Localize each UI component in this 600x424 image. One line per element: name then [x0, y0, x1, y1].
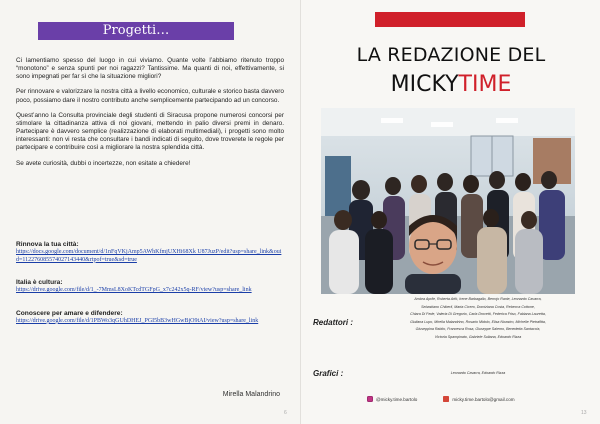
headline-micky: MICKY — [390, 72, 459, 97]
link-italia[interactable]: https://drive.google.com/file/d/1_-7MmsL8XoKTcdTGFpG_x7c242x5q-RF/view?usp=share_link — [16, 287, 252, 294]
contest-links — [16, 240, 284, 339]
page-number: 13 — [581, 410, 587, 416]
article-body — [16, 57, 284, 175]
headline-line-1: LA REDAZIONE DEL — [356, 44, 546, 66]
grafici-names: Leonardo Cavarra, Edoardo Rizza — [450, 371, 506, 375]
contacts-row — [367, 396, 541, 402]
email-contact[interactable] — [443, 396, 514, 402]
redattori-names — [369, 296, 587, 342]
redattori-label: Redattori : — [313, 318, 353, 327]
link-block-italia — [16, 278, 284, 295]
section-title: Progetti… — [38, 22, 234, 40]
link-block-rinnova — [16, 240, 284, 264]
link-label: Rinnova la tua città: — [16, 241, 79, 248]
right-page — [300, 0, 600, 424]
paragraph-3: Quest’anno la Consulta provinciale degli studenti di Siracusa propone numerosi concorsi per stimolare la cittadinanza attiva di noi giovani, mettendo in palio diversi premi in denaro. Partecipare è davvero semplice (realizzazione di elaborati multimediali), i progetti sono molto interessanti: non vi resta che consultare i bandi indicati di seguito, dove troverete le regole per partecipare e contribuire così a migliorare la nostra splendida città. — [16, 111, 284, 152]
paragraph-1: Ci lamentiamo spesso del luogo in cui viviamo. Quante volte l’abbiamo ritenuto troppo “monotono” e senza spunti per noi ragazzi? Tantissime. Ma quanti di noi, effettivamente, si sono impegnati per far sì che la situazione migliori? — [16, 57, 284, 81]
redattori-line: Ambra Aprile, Roberta Arfò, Irene Barbagallo, Berrojo Ranie, Leonardo Cavarra, — [414, 297, 542, 301]
redattori-line: Giuliana Lupo, Mirella Malandrino, Rosario Midolo, Elisa Nicastro, Michelle Pietrafitta, — [410, 319, 546, 324]
link-label: Conoscere per amare e difendere: — [16, 309, 123, 317]
paragraph-4: Se avete curiosità, dubbi o incertezze, non esitate a chiedere! — [16, 159, 191, 167]
grafici-label: Grafici : — [313, 369, 344, 378]
instagram-contact[interactable] — [367, 396, 417, 402]
redattori-line: Sebastiano Chiberli, Marta Cicero, Domiziana Costa, Rebecca Cottone, — [421, 304, 535, 309]
link-label: Italia è cultura: — [16, 279, 63, 287]
instagram-handle: @micky.time.bartolo — [376, 396, 418, 402]
redattori-line: Victoria Spampinato, Gabriele Sultana, Edoardo Rizza — [434, 334, 522, 339]
link-rinnova[interactable]: https://docs.google.com/document/d/1nFqVKjAmp5AWhKfmjUXHi68Xk U87JuzP/edit?usp=share_link&ouid=112276085574027143440&rtpof=true&sd=true — [16, 249, 282, 263]
instagram-icon — [367, 396, 373, 402]
page-number: 6 — [284, 410, 287, 416]
redattori-line: Chiara Di Fede, Valeria Di Gregorio, Carla Drovetti, Federica Friso, Fabiana Lauretta, — [410, 312, 546, 317]
email-address: micky.time.bartolo@gmail.com — [452, 396, 515, 402]
link-block-conoscere — [16, 309, 284, 326]
gmail-icon — [443, 396, 449, 402]
group-photo — [321, 108, 575, 294]
author-name: Mirella Malandrino — [222, 391, 280, 398]
red-header-bar — [375, 12, 525, 27]
headline-line-2 — [301, 72, 600, 97]
paragraph-2: Per rinnovare e valorizzare la nostra città a livello economico, culturale e storico basta davvero poco, possiamo dare il nostro contributo anche semplicemente partecipando ad un concorso. — [16, 88, 284, 104]
link-conoscere[interactable]: https://drive.google.com/file/d/1PBWo3qGUhDHEJ_PGI5bB3wHGwBjO9tAI/view?usp=share_link — [16, 317, 259, 324]
headline-time: TIME — [458, 72, 512, 97]
redattori-line: Giuseppina Rabito, Francesca Rosa, Giuseppe Salerno, Benedetta Santaccia, — [415, 327, 541, 332]
